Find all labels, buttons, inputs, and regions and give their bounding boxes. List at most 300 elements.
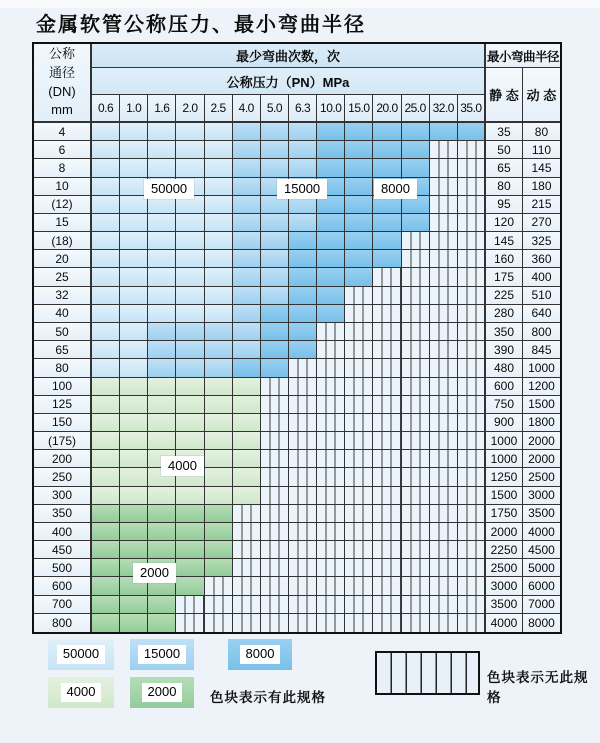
no-spec-cell bbox=[289, 432, 317, 450]
no-spec-cell bbox=[317, 341, 345, 359]
static-radius-cell: 2250 bbox=[486, 541, 523, 559]
no-spec-cell bbox=[261, 614, 289, 632]
dn-cell: 15 bbox=[34, 214, 92, 232]
spec-cell-b2 bbox=[261, 159, 289, 177]
dynamic-radius-cell: 270 bbox=[523, 214, 560, 232]
dn-cell: (175) bbox=[34, 432, 92, 450]
no-spec-cell bbox=[458, 577, 486, 595]
spec-cell-b1 bbox=[92, 196, 120, 214]
spec-cell-g1 bbox=[148, 396, 176, 414]
spec-cell-g1 bbox=[92, 378, 120, 396]
spec-cell-g1 bbox=[92, 468, 120, 486]
spec-cell-b2 bbox=[261, 141, 289, 159]
static-radius-cell: 225 bbox=[486, 287, 523, 305]
spec-cell-b2 bbox=[289, 159, 317, 177]
no-spec-cell bbox=[430, 396, 458, 414]
dynamic-radius-cell: 1800 bbox=[523, 414, 560, 432]
spec-cell-b2 bbox=[233, 141, 261, 159]
no-spec-cell bbox=[289, 577, 317, 595]
no-spec-cell bbox=[458, 596, 486, 614]
no-spec-cell bbox=[430, 559, 458, 577]
dynamic-radius-cell: 360 bbox=[523, 250, 560, 268]
spec-cell-b2 bbox=[233, 341, 261, 359]
static-radius-cell: 3500 bbox=[486, 596, 523, 614]
spec-cell-g2 bbox=[92, 577, 120, 595]
dn-cell: 350 bbox=[34, 505, 92, 523]
spec-cell-b3 bbox=[289, 250, 317, 268]
no-spec-cell bbox=[458, 305, 486, 323]
spec-cell-g1 bbox=[233, 378, 261, 396]
no-spec-cell bbox=[458, 541, 486, 559]
spec-cell-g2 bbox=[120, 614, 148, 632]
dynamic-radius-cell: 2000 bbox=[523, 432, 560, 450]
spec-cell-b1 bbox=[205, 250, 233, 268]
no-spec-cell bbox=[373, 559, 401, 577]
no-spec-cell bbox=[430, 305, 458, 323]
dynamic-radius-cell: 8000 bbox=[523, 614, 560, 632]
static-radius-cell: 600 bbox=[486, 378, 523, 396]
spec-cell-b1 bbox=[148, 159, 176, 177]
no-spec-cell bbox=[402, 487, 430, 505]
spec-cell-b3 bbox=[373, 250, 401, 268]
spec-cell-b1 bbox=[120, 305, 148, 323]
no-spec-cell bbox=[345, 323, 373, 341]
no-spec-cell bbox=[458, 232, 486, 250]
static-radius-cell: 1250 bbox=[486, 468, 523, 486]
spec-cell-b2 bbox=[233, 178, 261, 196]
no-spec-cell bbox=[345, 359, 373, 377]
spec-cell-g1 bbox=[205, 396, 233, 414]
spec-cell-b3 bbox=[345, 268, 373, 286]
spec-cell-b2 bbox=[261, 268, 289, 286]
no-spec-cell bbox=[289, 450, 317, 468]
no-spec-cell bbox=[233, 523, 261, 541]
spec-cell-b1 bbox=[176, 232, 204, 250]
dynamic-radius-cell: 3500 bbox=[523, 505, 560, 523]
dynamic-radius-cell: 6000 bbox=[523, 577, 560, 595]
no-spec-cell bbox=[233, 577, 261, 595]
spec-cell-b1 bbox=[92, 341, 120, 359]
no-spec-cell bbox=[345, 450, 373, 468]
legend-swatch-value: 15000 bbox=[138, 645, 186, 664]
static-radius-cell: 1500 bbox=[486, 487, 523, 505]
no-spec-cell bbox=[402, 596, 430, 614]
dynamic-radius-cell: 510 bbox=[523, 287, 560, 305]
has-spec-label: 色块表示有此规格 bbox=[210, 690, 326, 705]
spec-cell-b3 bbox=[373, 232, 401, 250]
no-spec-cell bbox=[317, 450, 345, 468]
no-spec-cell bbox=[373, 323, 401, 341]
spec-cell-b3 bbox=[373, 214, 401, 232]
spec-cell-b2 bbox=[261, 214, 289, 232]
spec-cell-b2 bbox=[233, 323, 261, 341]
dynamic-radius-cell: 640 bbox=[523, 305, 560, 323]
no-spec-cell bbox=[430, 232, 458, 250]
spec-cell-b1 bbox=[205, 141, 233, 159]
dynamic-radius-cell: 1000 bbox=[523, 359, 560, 377]
static-radius-cell: 35 bbox=[486, 123, 523, 141]
spec-cell-b3 bbox=[317, 305, 345, 323]
spec-cell-b1 bbox=[205, 287, 233, 305]
spec-cell-b2 bbox=[205, 323, 233, 341]
spec-cell-b1 bbox=[120, 141, 148, 159]
spec-cell-b3 bbox=[402, 141, 430, 159]
no-spec-cell bbox=[205, 577, 233, 595]
pressure-col-header: 32.0 bbox=[430, 95, 458, 123]
spec-cell-b2 bbox=[233, 305, 261, 323]
spec-cell-g1 bbox=[205, 450, 233, 468]
spec-cell-g2 bbox=[176, 577, 204, 595]
static-radius-cell: 145 bbox=[486, 232, 523, 250]
no-spec-cell bbox=[430, 487, 458, 505]
spec-cell-b2 bbox=[261, 250, 289, 268]
spec-cell-b2 bbox=[233, 159, 261, 177]
no-spec-cell bbox=[345, 432, 373, 450]
no-spec-cell bbox=[345, 614, 373, 632]
no-spec-cell bbox=[402, 378, 430, 396]
spec-cell-b1 bbox=[205, 214, 233, 232]
spec-cell-b2 bbox=[176, 323, 204, 341]
no-spec-cell bbox=[458, 523, 486, 541]
spec-cell-b3 bbox=[317, 141, 345, 159]
no-spec-cell bbox=[317, 378, 345, 396]
spec-cell-b2 bbox=[205, 341, 233, 359]
no-spec-cell bbox=[289, 614, 317, 632]
no-spec-cell bbox=[458, 396, 486, 414]
dynamic-radius-cell: 180 bbox=[523, 178, 560, 196]
cycle-count-tag: 8000 bbox=[374, 179, 417, 199]
spec-cell-b1 bbox=[92, 359, 120, 377]
spec-cell-b3 bbox=[261, 359, 289, 377]
spec-cell-g2 bbox=[120, 523, 148, 541]
spec-cell-b1 bbox=[148, 287, 176, 305]
spec-cell-g1 bbox=[176, 432, 204, 450]
legend-swatch-8000 bbox=[228, 639, 292, 670]
no-spec-cell bbox=[345, 523, 373, 541]
no-spec-cell bbox=[345, 505, 373, 523]
static-radius-cell: 3000 bbox=[486, 577, 523, 595]
no-spec-cell bbox=[317, 323, 345, 341]
no-spec-cell bbox=[373, 505, 401, 523]
static-radius-cell: 2500 bbox=[486, 559, 523, 577]
no-spec-cell bbox=[317, 577, 345, 595]
no-spec-cell bbox=[402, 468, 430, 486]
spec-cell-g1 bbox=[92, 450, 120, 468]
pressure-col-header: 5.0 bbox=[261, 95, 289, 123]
no-spec-cell bbox=[233, 596, 261, 614]
static-radius-cell: 65 bbox=[486, 159, 523, 177]
pressure-col-header: 20.0 bbox=[373, 95, 401, 123]
nominal-pressure-header: 公称压力（PN）MPa bbox=[92, 68, 486, 95]
dynamic-radius-cell: 110 bbox=[523, 141, 560, 159]
spec-cell-g2 bbox=[92, 505, 120, 523]
no-spec-cell bbox=[430, 450, 458, 468]
no-spec-cell bbox=[402, 268, 430, 286]
spec-cell-b1 bbox=[205, 232, 233, 250]
corner-header-line3: (DN) bbox=[48, 83, 76, 99]
no-spec-cell bbox=[317, 541, 345, 559]
spec-cell-b1 bbox=[120, 359, 148, 377]
dn-cell: 250 bbox=[34, 468, 92, 486]
no-spec-swatch bbox=[375, 651, 480, 695]
dynamic-radius-cell: 2500 bbox=[523, 468, 560, 486]
dn-cell: 100 bbox=[34, 378, 92, 396]
dn-cell: 25 bbox=[34, 268, 92, 286]
spec-cell-b1 bbox=[120, 268, 148, 286]
no-spec-cell bbox=[402, 541, 430, 559]
spec-cell-b3 bbox=[261, 305, 289, 323]
legend-swatch-value: 50000 bbox=[57, 645, 105, 664]
no-spec-cell bbox=[345, 468, 373, 486]
no-spec-cell bbox=[402, 432, 430, 450]
cycle-count-tag: 4000 bbox=[161, 456, 204, 476]
no-spec-cell bbox=[458, 487, 486, 505]
spec-cell-b3 bbox=[373, 141, 401, 159]
spec-cell-g1 bbox=[176, 414, 204, 432]
spec-cell-g1 bbox=[92, 414, 120, 432]
spec-cell-b2 bbox=[148, 341, 176, 359]
no-spec-cell bbox=[458, 614, 486, 632]
no-spec-cell bbox=[345, 559, 373, 577]
no-spec-cell bbox=[430, 341, 458, 359]
spec-cell-b1 bbox=[176, 268, 204, 286]
spec-cell-g1 bbox=[233, 396, 261, 414]
spec-cell-g2 bbox=[92, 559, 120, 577]
spec-cell-b1 bbox=[120, 250, 148, 268]
spec-cell-g2 bbox=[205, 541, 233, 559]
spec-cell-g1 bbox=[233, 468, 261, 486]
no-spec-cell bbox=[233, 541, 261, 559]
no-spec-cell bbox=[373, 523, 401, 541]
dynamic-column-header: 动 态 bbox=[523, 68, 560, 123]
no-spec-cell bbox=[345, 378, 373, 396]
no-spec-cell bbox=[430, 541, 458, 559]
corner-header bbox=[34, 44, 92, 123]
no-spec-cell bbox=[176, 596, 204, 614]
spec-cell-b1 bbox=[92, 323, 120, 341]
no-spec-cell bbox=[345, 341, 373, 359]
static-radius-cell: 1000 bbox=[486, 432, 523, 450]
spec-cell-b1 bbox=[176, 305, 204, 323]
spec-cell-b1 bbox=[148, 305, 176, 323]
no-spec-cell bbox=[430, 596, 458, 614]
legend-swatch-value: 8000 bbox=[240, 645, 281, 664]
no-spec-cell bbox=[205, 596, 233, 614]
no-spec-cell bbox=[345, 305, 373, 323]
no-spec-cell bbox=[317, 487, 345, 505]
no-spec-cell bbox=[458, 287, 486, 305]
legend-swatch-15000 bbox=[130, 639, 194, 670]
spec-cell-b3 bbox=[317, 214, 345, 232]
spec-cell-b3 bbox=[317, 123, 345, 141]
no-spec-cell bbox=[373, 450, 401, 468]
no-spec-cell bbox=[430, 523, 458, 541]
no-spec-cell bbox=[373, 577, 401, 595]
legend-swatch-value: 2000 bbox=[142, 683, 183, 702]
no-spec-cell bbox=[402, 577, 430, 595]
dynamic-radius-cell: 800 bbox=[523, 323, 560, 341]
spec-cell-g2 bbox=[148, 614, 176, 632]
no-spec-cell bbox=[317, 396, 345, 414]
no-spec-cell bbox=[289, 523, 317, 541]
no-spec-cell bbox=[317, 468, 345, 486]
no-spec-cell bbox=[345, 414, 373, 432]
no-spec-cell bbox=[430, 214, 458, 232]
spec-cell-g2 bbox=[176, 559, 204, 577]
no-spec-cell bbox=[261, 378, 289, 396]
spec-cell-b1 bbox=[120, 287, 148, 305]
dn-cell: 500 bbox=[34, 559, 92, 577]
static-column-header: 静 态 bbox=[486, 68, 523, 123]
spec-cell-b1 bbox=[205, 159, 233, 177]
no-spec-cell bbox=[373, 414, 401, 432]
spec-cell-g1 bbox=[205, 432, 233, 450]
spec-cell-g2 bbox=[148, 541, 176, 559]
spec-cell-g1 bbox=[233, 432, 261, 450]
no-spec-cell bbox=[345, 487, 373, 505]
spec-cell-b3 bbox=[345, 232, 373, 250]
spec-cell-b3 bbox=[261, 341, 289, 359]
spec-cell-b1 bbox=[120, 323, 148, 341]
no-spec-cell bbox=[176, 614, 204, 632]
spec-cell-b3 bbox=[345, 123, 373, 141]
no-spec-cell bbox=[430, 614, 458, 632]
no-spec-cell bbox=[289, 541, 317, 559]
no-spec-cell bbox=[458, 214, 486, 232]
spec-cell-b3 bbox=[289, 323, 317, 341]
spec-cell-b2 bbox=[233, 123, 261, 141]
spec-cell-b3 bbox=[345, 250, 373, 268]
no-spec-cell bbox=[430, 323, 458, 341]
no-spec-cell bbox=[430, 196, 458, 214]
spec-cell-b1 bbox=[92, 287, 120, 305]
no-spec-cell bbox=[233, 505, 261, 523]
spec-cell-b1 bbox=[148, 141, 176, 159]
static-radius-cell: 160 bbox=[486, 250, 523, 268]
dynamic-radius-cell: 3000 bbox=[523, 487, 560, 505]
dn-cell: 400 bbox=[34, 523, 92, 541]
spec-cell-b1 bbox=[120, 123, 148, 141]
spec-cell-b1 bbox=[92, 214, 120, 232]
spec-cell-b3 bbox=[233, 359, 261, 377]
no-spec-cell bbox=[402, 232, 430, 250]
no-spec-cell bbox=[458, 450, 486, 468]
no-spec-cell bbox=[317, 559, 345, 577]
pressure-col-header: 1.6 bbox=[148, 95, 176, 123]
spec-cell-b2 bbox=[233, 287, 261, 305]
spec-cell-b1 bbox=[92, 232, 120, 250]
spec-cell-b1 bbox=[120, 214, 148, 232]
spec-cell-b3 bbox=[345, 214, 373, 232]
spec-cell-g1 bbox=[148, 487, 176, 505]
spec-cell-b3 bbox=[345, 196, 373, 214]
no-spec-cell bbox=[261, 577, 289, 595]
no-spec-cell bbox=[233, 559, 261, 577]
spec-cell-b1 bbox=[176, 214, 204, 232]
no-spec-cell bbox=[373, 596, 401, 614]
dn-cell: 600 bbox=[34, 577, 92, 595]
spec-cell-b1 bbox=[92, 141, 120, 159]
no-spec-cell bbox=[458, 468, 486, 486]
no-spec-cell bbox=[373, 432, 401, 450]
no-spec-cell bbox=[402, 396, 430, 414]
no-spec-cell bbox=[402, 323, 430, 341]
spec-cell-g1 bbox=[148, 378, 176, 396]
page-title: 金属软管公称压力、最小弯曲半径 bbox=[36, 12, 366, 36]
spec-cell-g1 bbox=[92, 487, 120, 505]
spec-cell-b3 bbox=[261, 323, 289, 341]
dn-cell: 6 bbox=[34, 141, 92, 159]
legend-swatch-50000 bbox=[48, 639, 114, 670]
no-spec-cell bbox=[430, 505, 458, 523]
no-spec-cell bbox=[402, 559, 430, 577]
static-radius-cell: 2000 bbox=[486, 523, 523, 541]
spec-cell-g2 bbox=[148, 505, 176, 523]
no-spec-cell bbox=[261, 414, 289, 432]
dynamic-radius-cell: 845 bbox=[523, 341, 560, 359]
spec-cell-b2 bbox=[289, 123, 317, 141]
no-spec-cell bbox=[261, 505, 289, 523]
pressure-col-header: 35.0 bbox=[458, 95, 486, 123]
dn-cell: 80 bbox=[34, 359, 92, 377]
no-spec-cell bbox=[402, 341, 430, 359]
no-spec-cell bbox=[261, 396, 289, 414]
spec-cell-g1 bbox=[92, 396, 120, 414]
spec-cell-g1 bbox=[205, 378, 233, 396]
no-spec-cell bbox=[373, 468, 401, 486]
spec-cell-b3 bbox=[317, 159, 345, 177]
no-spec-cell bbox=[345, 396, 373, 414]
no-spec-cell bbox=[233, 614, 261, 632]
no-spec-cell bbox=[458, 250, 486, 268]
spec-cell-b3 bbox=[345, 178, 373, 196]
spec-cell-b3 bbox=[458, 123, 486, 141]
no-spec-cell bbox=[373, 614, 401, 632]
spec-cell-g2 bbox=[120, 541, 148, 559]
no-spec-cell bbox=[373, 287, 401, 305]
spec-cell-b3 bbox=[317, 250, 345, 268]
dynamic-radius-cell: 400 bbox=[523, 268, 560, 286]
spec-cell-b1 bbox=[205, 268, 233, 286]
no-spec-cell bbox=[402, 523, 430, 541]
spec-cell-g1 bbox=[148, 414, 176, 432]
dynamic-radius-cell: 2000 bbox=[523, 450, 560, 468]
spec-cell-b3 bbox=[289, 341, 317, 359]
no-spec-cell bbox=[458, 141, 486, 159]
no-spec-cell bbox=[289, 559, 317, 577]
spec-cell-b3 bbox=[373, 123, 401, 141]
dn-cell: 450 bbox=[34, 541, 92, 559]
no-spec-cell bbox=[402, 414, 430, 432]
spec-cell-b2 bbox=[205, 359, 233, 377]
no-spec-cell bbox=[402, 359, 430, 377]
pressure-col-header: 1.0 bbox=[120, 95, 148, 123]
dn-cell: 50 bbox=[34, 323, 92, 341]
no-spec-cell bbox=[430, 359, 458, 377]
legend-swatch-4000 bbox=[48, 677, 114, 708]
pressure-col-header: 0.6 bbox=[92, 95, 120, 123]
no-spec-cell bbox=[430, 287, 458, 305]
no-spec-cell bbox=[317, 523, 345, 541]
static-radius-cell: 120 bbox=[486, 214, 523, 232]
no-spec-cell bbox=[430, 141, 458, 159]
dn-cell: 800 bbox=[34, 614, 92, 632]
no-spec-cell bbox=[430, 378, 458, 396]
dn-cell: 4 bbox=[34, 123, 92, 141]
spec-cell-g2 bbox=[176, 541, 204, 559]
spec-cell-b2 bbox=[148, 359, 176, 377]
static-radius-cell: 390 bbox=[486, 341, 523, 359]
